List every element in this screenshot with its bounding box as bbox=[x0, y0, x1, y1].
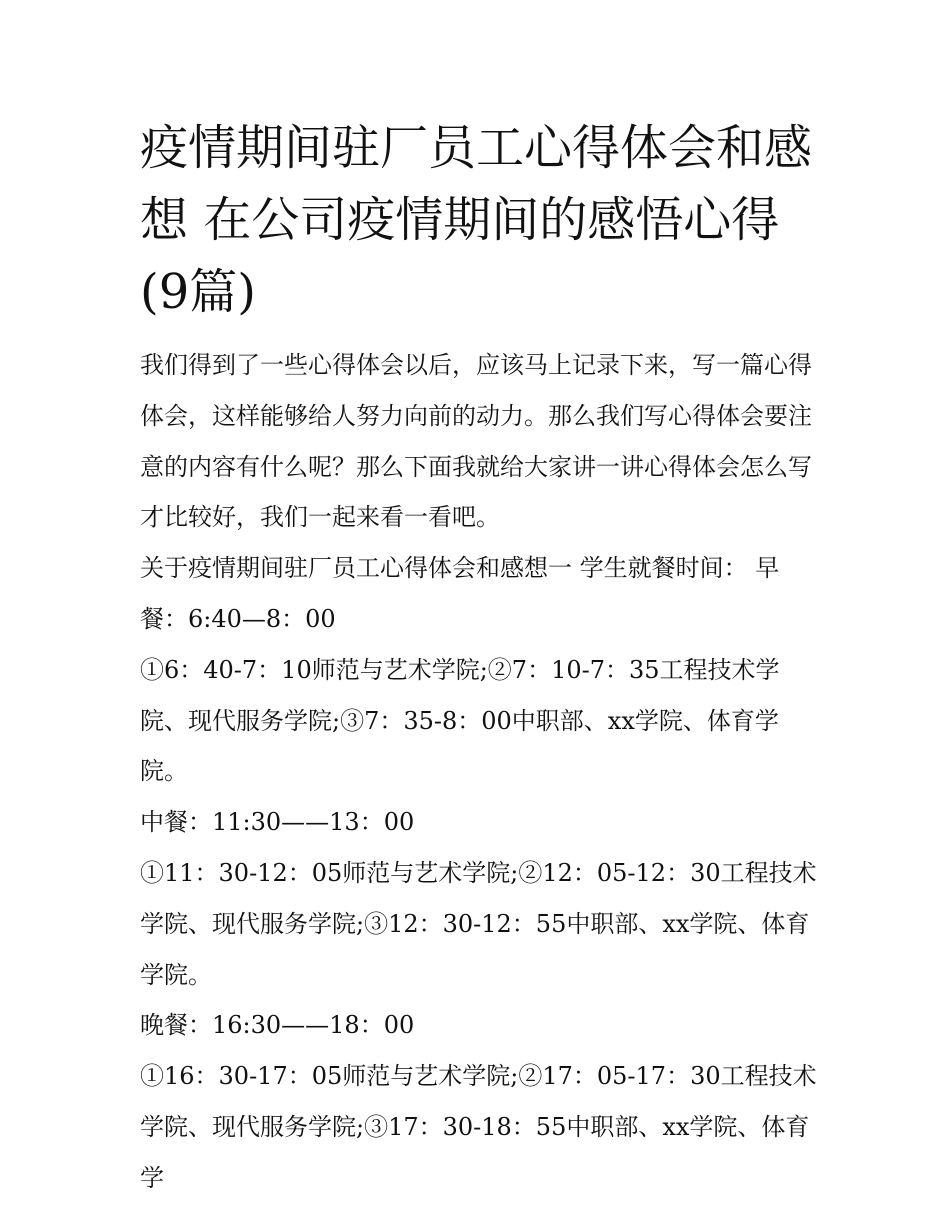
paragraph-breakfast-schedule: ①6：40-7：10师范与艺术学院;②7：10-7：35工程技术学院、现代服务学院;③7：35-8：00中职部、xx学院、体育学院。 bbox=[140, 655, 780, 786]
paragraph-lunch-schedule: ①11：30-12：05师范与艺术学院;②12：05-12：30工程技术学院、现代服务学院;③12：30-12：55中职部、xx学院、体育学院。 bbox=[140, 858, 817, 989]
document-page bbox=[140, 112, 820, 1204]
document-title: 疫情期间驻厂员工心得体会和感想 在公司疫情期间的感悟心得(9篇) bbox=[140, 120, 813, 320]
paragraph-dinner-schedule: ①16：30-17：05师范与艺术学院;②17：05-17：30工程技术学院、现代服务学院;③17：30-18：55中职部、xx学院、体育学 bbox=[140, 1062, 817, 1192]
paragraph-intro: 我们得到了一些心得体会以后，应该马上记录下来，写一篇心得体会，这样能够给人努力向前的动力。那么我们写心得体会要注意的内容有什么呢？那么下面我就给大家讲一讲心得体会怎么写才比较好，我们一起来看一看吧。 bbox=[140, 351, 812, 532]
paragraph-lunch-time: 中餐：11:30——13：00 bbox=[140, 808, 415, 837]
paragraph-heading-meal-times: 关于疫情期间驻厂员工心得体会和感想一 学生就餐时间： 早餐：6:40—8：00 bbox=[140, 554, 780, 633]
paragraph-dinner-time: 晚餐：16:30——18：00 bbox=[140, 1011, 415, 1040]
